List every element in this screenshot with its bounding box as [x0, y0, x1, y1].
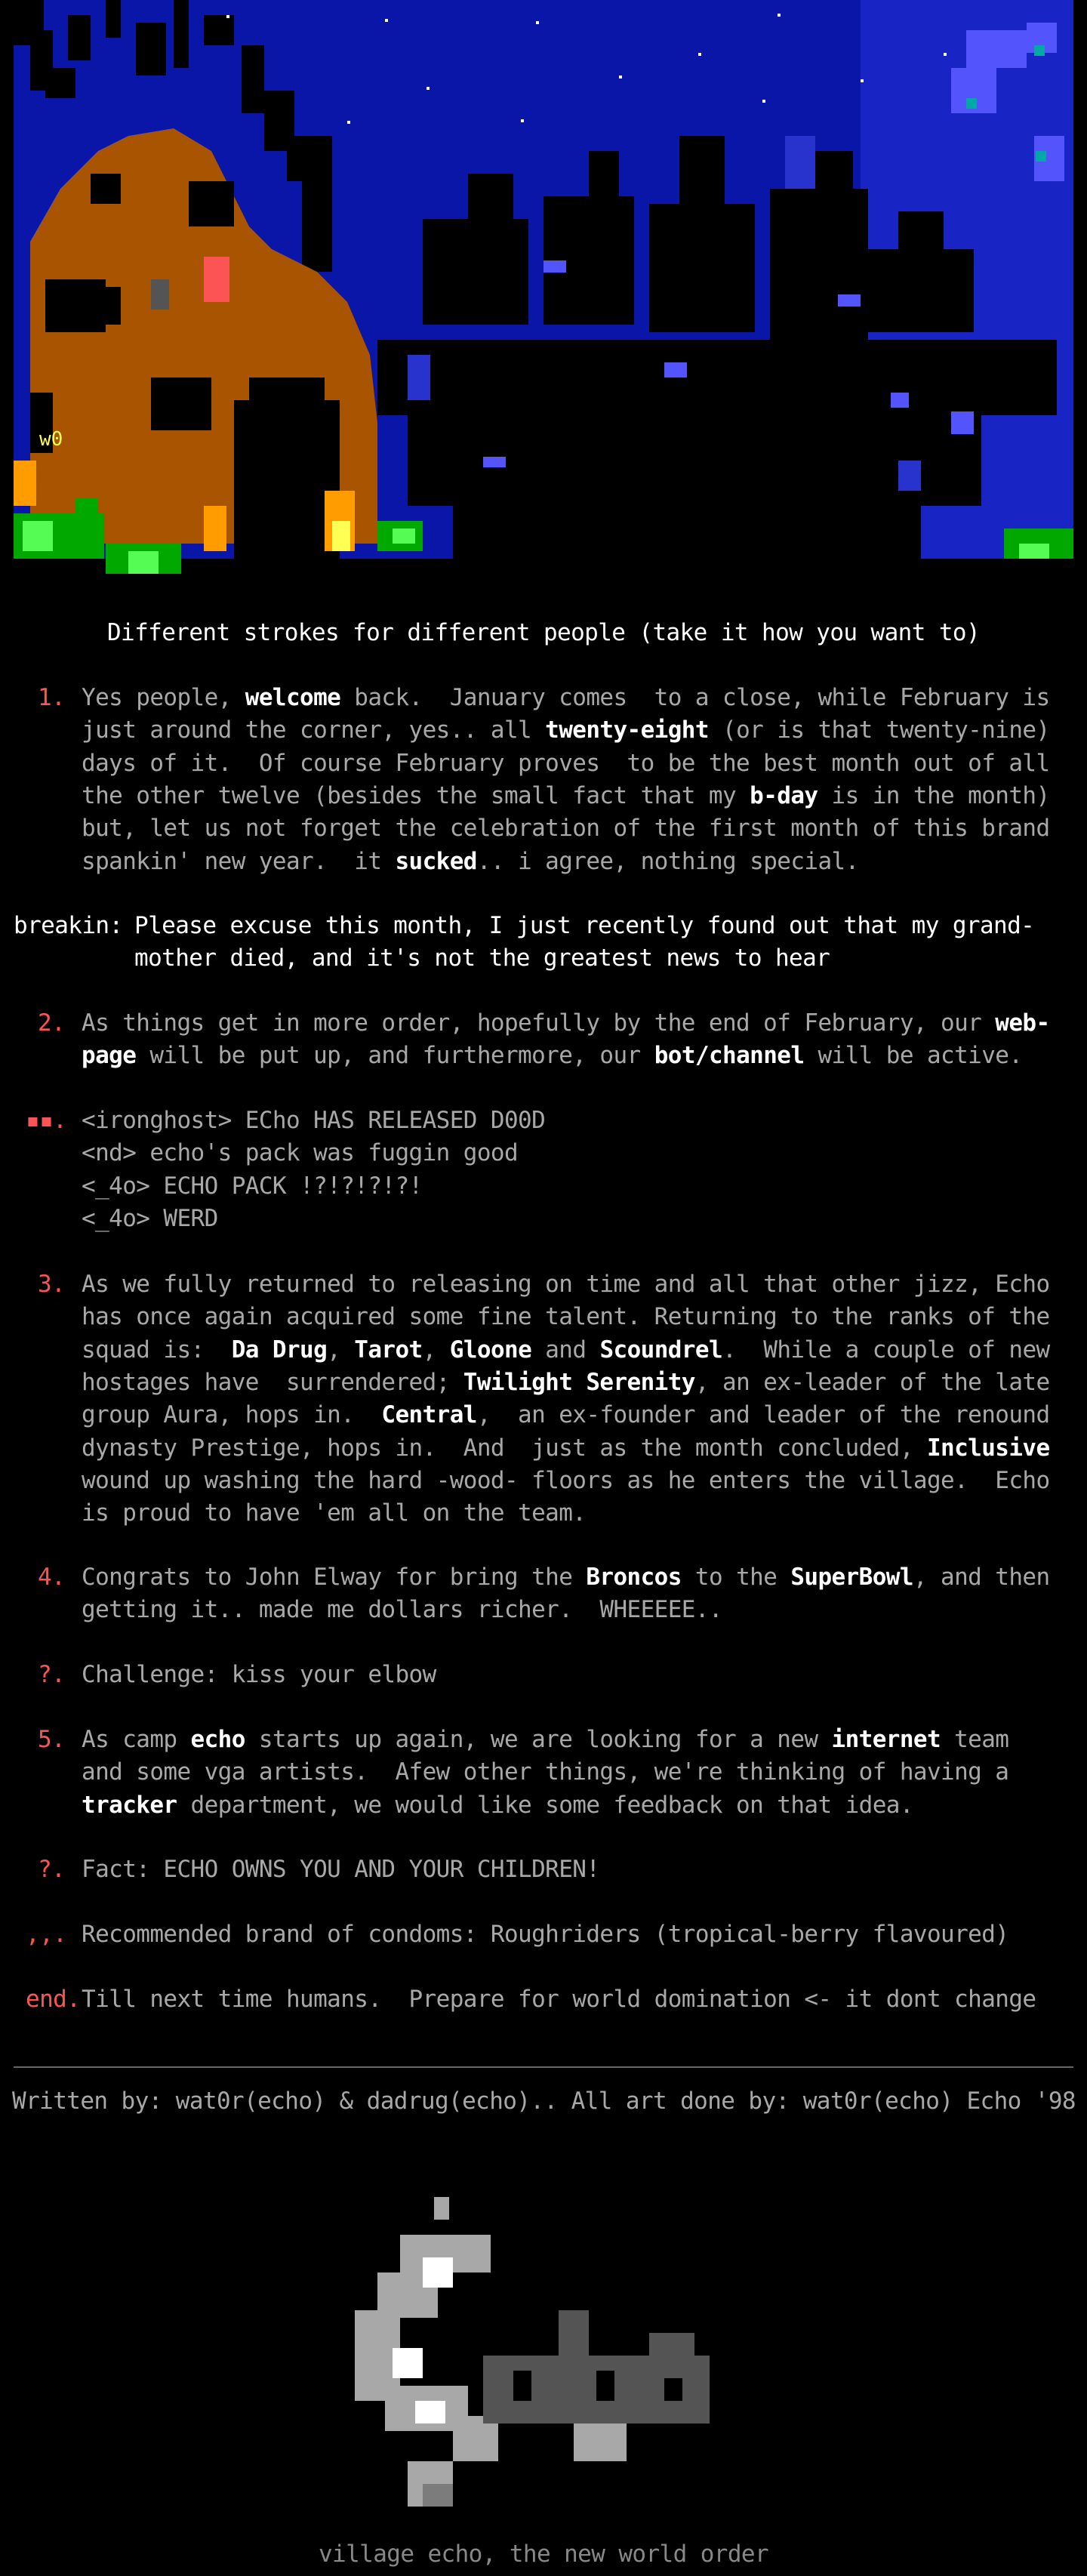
item-text-line: Please excuse this month, I just recently found out that my grand-: [134, 912, 1035, 939]
item-text-line: <nd> echo's pack was fuggin good: [82, 1139, 519, 1167]
item-text-line: and some vga artists. Afew other things, we're thinking of having a: [82, 1758, 1009, 1786]
highlight-word: Scoundrel: [599, 1336, 723, 1363]
item-number: 3.: [38, 1271, 66, 1298]
item-number: 5.: [38, 1726, 66, 1753]
item-text-line: is proud to have 'em all on the team.: [82, 1499, 587, 1527]
item-text-line: mother died, and it's not the greatest news to hear: [134, 944, 830, 972]
item-text-line: dynasty Prestige, hops in. And just as the month concluded, Inclusive: [82, 1434, 1050, 1462]
item-text-line: Congrats to John Elway for bring the Broncos to the SuperBowl, and then: [82, 1564, 1050, 1591]
highlight-word: Broncos: [586, 1564, 682, 1591]
item-text-line: days of it. Of course February proves to be the best month out of all: [82, 749, 1050, 777]
item-text-line: the other twelve (besides the small fact that my b-day is in the month): [82, 781, 1050, 809]
item-text-line: Challenge: kiss your elbow: [82, 1661, 436, 1688]
highlight-word: b-day: [750, 781, 818, 809]
item-number: 4.: [38, 1564, 66, 1591]
header-artwork: [0, 0, 1087, 589]
credits-line: Written by: wat0r(echo) & dadrug(echo).. All art done by: wat0r(echo) Echo '98: [12, 2088, 1076, 2115]
highlight-word: web-: [995, 1009, 1050, 1037]
highlight-word: Central: [381, 1401, 477, 1429]
highlight-word: tracker: [82, 1791, 177, 1819]
item-text-line: Recommended brand of condoms: Roughriders (tropical-berry flavoured): [82, 1921, 1009, 1948]
item-text-line: <_4o> ECHO PACK !?!?!?!?!: [82, 1172, 423, 1200]
item-text-line: page will be put up, and furthermore, our bot/channel will be active.: [82, 1042, 1023, 1070]
highlight-word: Twilight Serenity: [463, 1368, 695, 1396]
item-text-line: Till next time humans. Prepare for world domination <- it dont change: [82, 1986, 1036, 2013]
highlight-word: Da Drug: [231, 1336, 328, 1363]
item-number: end.: [26, 1986, 81, 2013]
item-text-line: As things get in more order, hopefully by the end of February, our web-: [82, 1009, 1050, 1037]
highlight-word: page: [82, 1042, 137, 1070]
item-text-line: getting it.. made me dollars richer. WHEEEEE..: [82, 1596, 722, 1624]
hut-tag: w0: [39, 428, 63, 451]
item-text-line: just around the corner, yes.. all twenty-eight (or is that twenty-nine): [82, 716, 1050, 744]
highlight-word: sucked: [395, 847, 477, 875]
highlight-word: echo: [190, 1726, 245, 1753]
highlight-word: welcome: [245, 684, 341, 711]
highlight-word: bot/channel: [654, 1042, 805, 1070]
item-text-line: hostages have surrendered; Twilight Serenity, an ex-leader of the late: [82, 1368, 1050, 1396]
highlight-word: Tarot: [354, 1336, 423, 1363]
highlight-word: Gloone: [449, 1336, 532, 1363]
item-number: ?.: [38, 1856, 66, 1883]
item-number: 1.: [38, 684, 66, 711]
highlight-word: internet: [831, 1726, 941, 1753]
item-text-line: has once again acquired some fine talent. Returning to the ranks of the: [82, 1303, 1050, 1331]
page-title: Different strokes for different people (take it how you want to): [106, 619, 981, 646]
divider: [14, 2066, 1073, 2068]
item-text-line: As camp echo starts up again, we are looking for a new internet team: [82, 1726, 1009, 1753]
item-number: ▪▪.: [26, 1107, 67, 1134]
footer-tagline: village echo, the new world order: [318, 2541, 769, 2568]
highlight-word: Inclusive: [926, 1434, 1050, 1462]
footer-logo: [0, 2189, 1087, 2522]
item-text-line: <ironghost> ECho HAS RELEASED D00D: [82, 1107, 546, 1134]
item-number: ,,.: [26, 1921, 67, 1948]
highlight-word: twenty-eight: [545, 716, 709, 744]
item-text-line: group Aura, hops in. Central, an ex-founder and leader of the renound: [82, 1401, 1050, 1429]
item-number: ?.: [38, 1661, 66, 1688]
item-text-line: wound up washing the hard -wood- floors as he enters the village. Echo: [82, 1466, 1050, 1494]
item-text-line: <_4o> WERD: [82, 1204, 218, 1232]
item-text-line: but, let us not forget the celebration of the first month of this brand: [82, 815, 1050, 843]
item-text-line: tracker department, we would like some feedback on that idea.: [82, 1791, 913, 1819]
item-number: 2.: [38, 1009, 66, 1037]
highlight-word: SuperBowl: [790, 1564, 913, 1591]
item-text-line: Fact: ECHO OWNS YOU AND YOUR CHILDREN!: [82, 1856, 600, 1883]
item-text-line: Yes people, welcome back. January comes to a close, while February is: [82, 684, 1050, 711]
item-text-line: spankin' new year. it sucked.. i agree, nothing special.: [82, 847, 859, 875]
item-number: breakin:: [14, 912, 123, 939]
item-text-line: squad is: Da Drug, Tarot, Gloone and Scoundrel. While a couple of new: [82, 1336, 1050, 1363]
item-text-line: As we fully returned to releasing on time and all that other jizz, Echo: [82, 1271, 1050, 1298]
